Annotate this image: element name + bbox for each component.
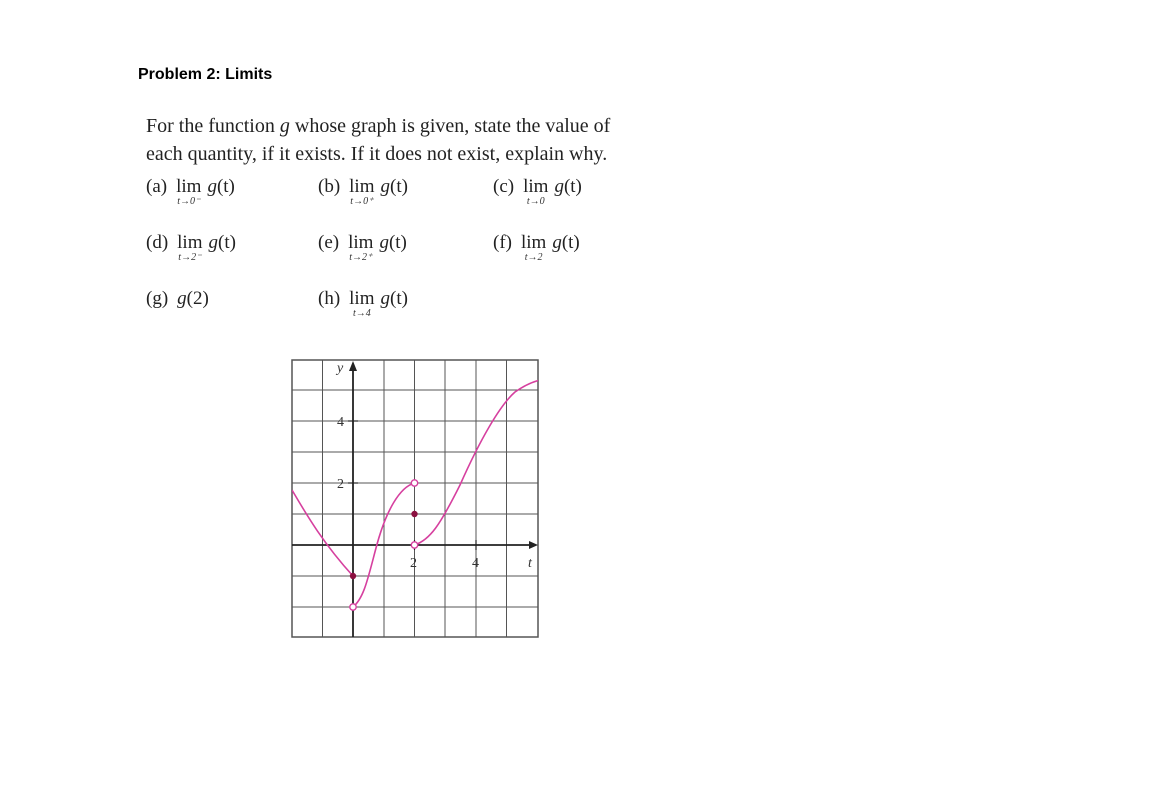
limit-operator: lim t→2⁻	[177, 232, 203, 263]
limit-operator: lim t→4	[349, 288, 375, 319]
filled-point-t2	[411, 511, 417, 517]
limit-operator: lim t→0⁺	[349, 176, 375, 207]
function-expression: g(2)	[177, 288, 209, 309]
curve-segment-right	[415, 380, 541, 545]
y-tick-label: 2	[337, 477, 344, 492]
curve	[292, 380, 540, 607]
open-point-t2-upper	[411, 480, 417, 486]
filled-point-t0	[350, 573, 356, 579]
x-axis-arrow-icon	[529, 541, 538, 549]
function-expression: g(t)	[208, 232, 236, 253]
open-point-t0	[350, 604, 356, 610]
part-a: (a) lim t→0⁻ g(t)	[146, 176, 235, 207]
part-h: (h) lim t→4 g(t)	[318, 288, 408, 319]
x-axis-label: t	[528, 556, 532, 571]
x-tick-label: 2	[410, 556, 417, 571]
part-f: (f) lim t→2 g(t)	[493, 232, 580, 263]
statement-line-2: each quantity, if it exists. If it does not exist, explain why.	[146, 143, 608, 165]
function-expression: g(t)	[554, 176, 582, 197]
part-c: (c) lim t→0 g(t)	[493, 176, 582, 207]
function-expression: g(t)	[207, 176, 235, 197]
part-b: (b) lim t→0⁺ g(t)	[318, 176, 408, 207]
x-tick-label: 4	[472, 556, 479, 571]
limit-operator: lim t→0⁻	[176, 176, 202, 207]
function-expression: g(t)	[552, 232, 580, 253]
function-expression: g(t)	[379, 232, 407, 253]
limit-operator: lim t→2⁺	[348, 232, 374, 263]
part-e: (e) lim t→2⁺ g(t)	[318, 232, 407, 263]
limit-operator: lim t→2	[520, 232, 547, 263]
open-point-t2-lower	[411, 542, 417, 548]
limit-operator: lim t→0	[523, 176, 549, 207]
part-d: (d) lim t→2⁻ g(t)	[146, 232, 236, 263]
function-expression: g(t)	[380, 176, 408, 197]
grid	[292, 360, 538, 637]
part-g: (g) g(2)	[146, 288, 209, 309]
problem-heading: Problem 2: Limits	[138, 66, 273, 83]
y-axis-arrow-icon	[349, 361, 357, 371]
y-tick-label: 4	[337, 415, 344, 430]
y-axis-label: y	[337, 361, 344, 376]
statement-line-1: For the function g whose graph is given, state the value of	[146, 115, 611, 137]
function-expression: g(t)	[380, 288, 408, 309]
